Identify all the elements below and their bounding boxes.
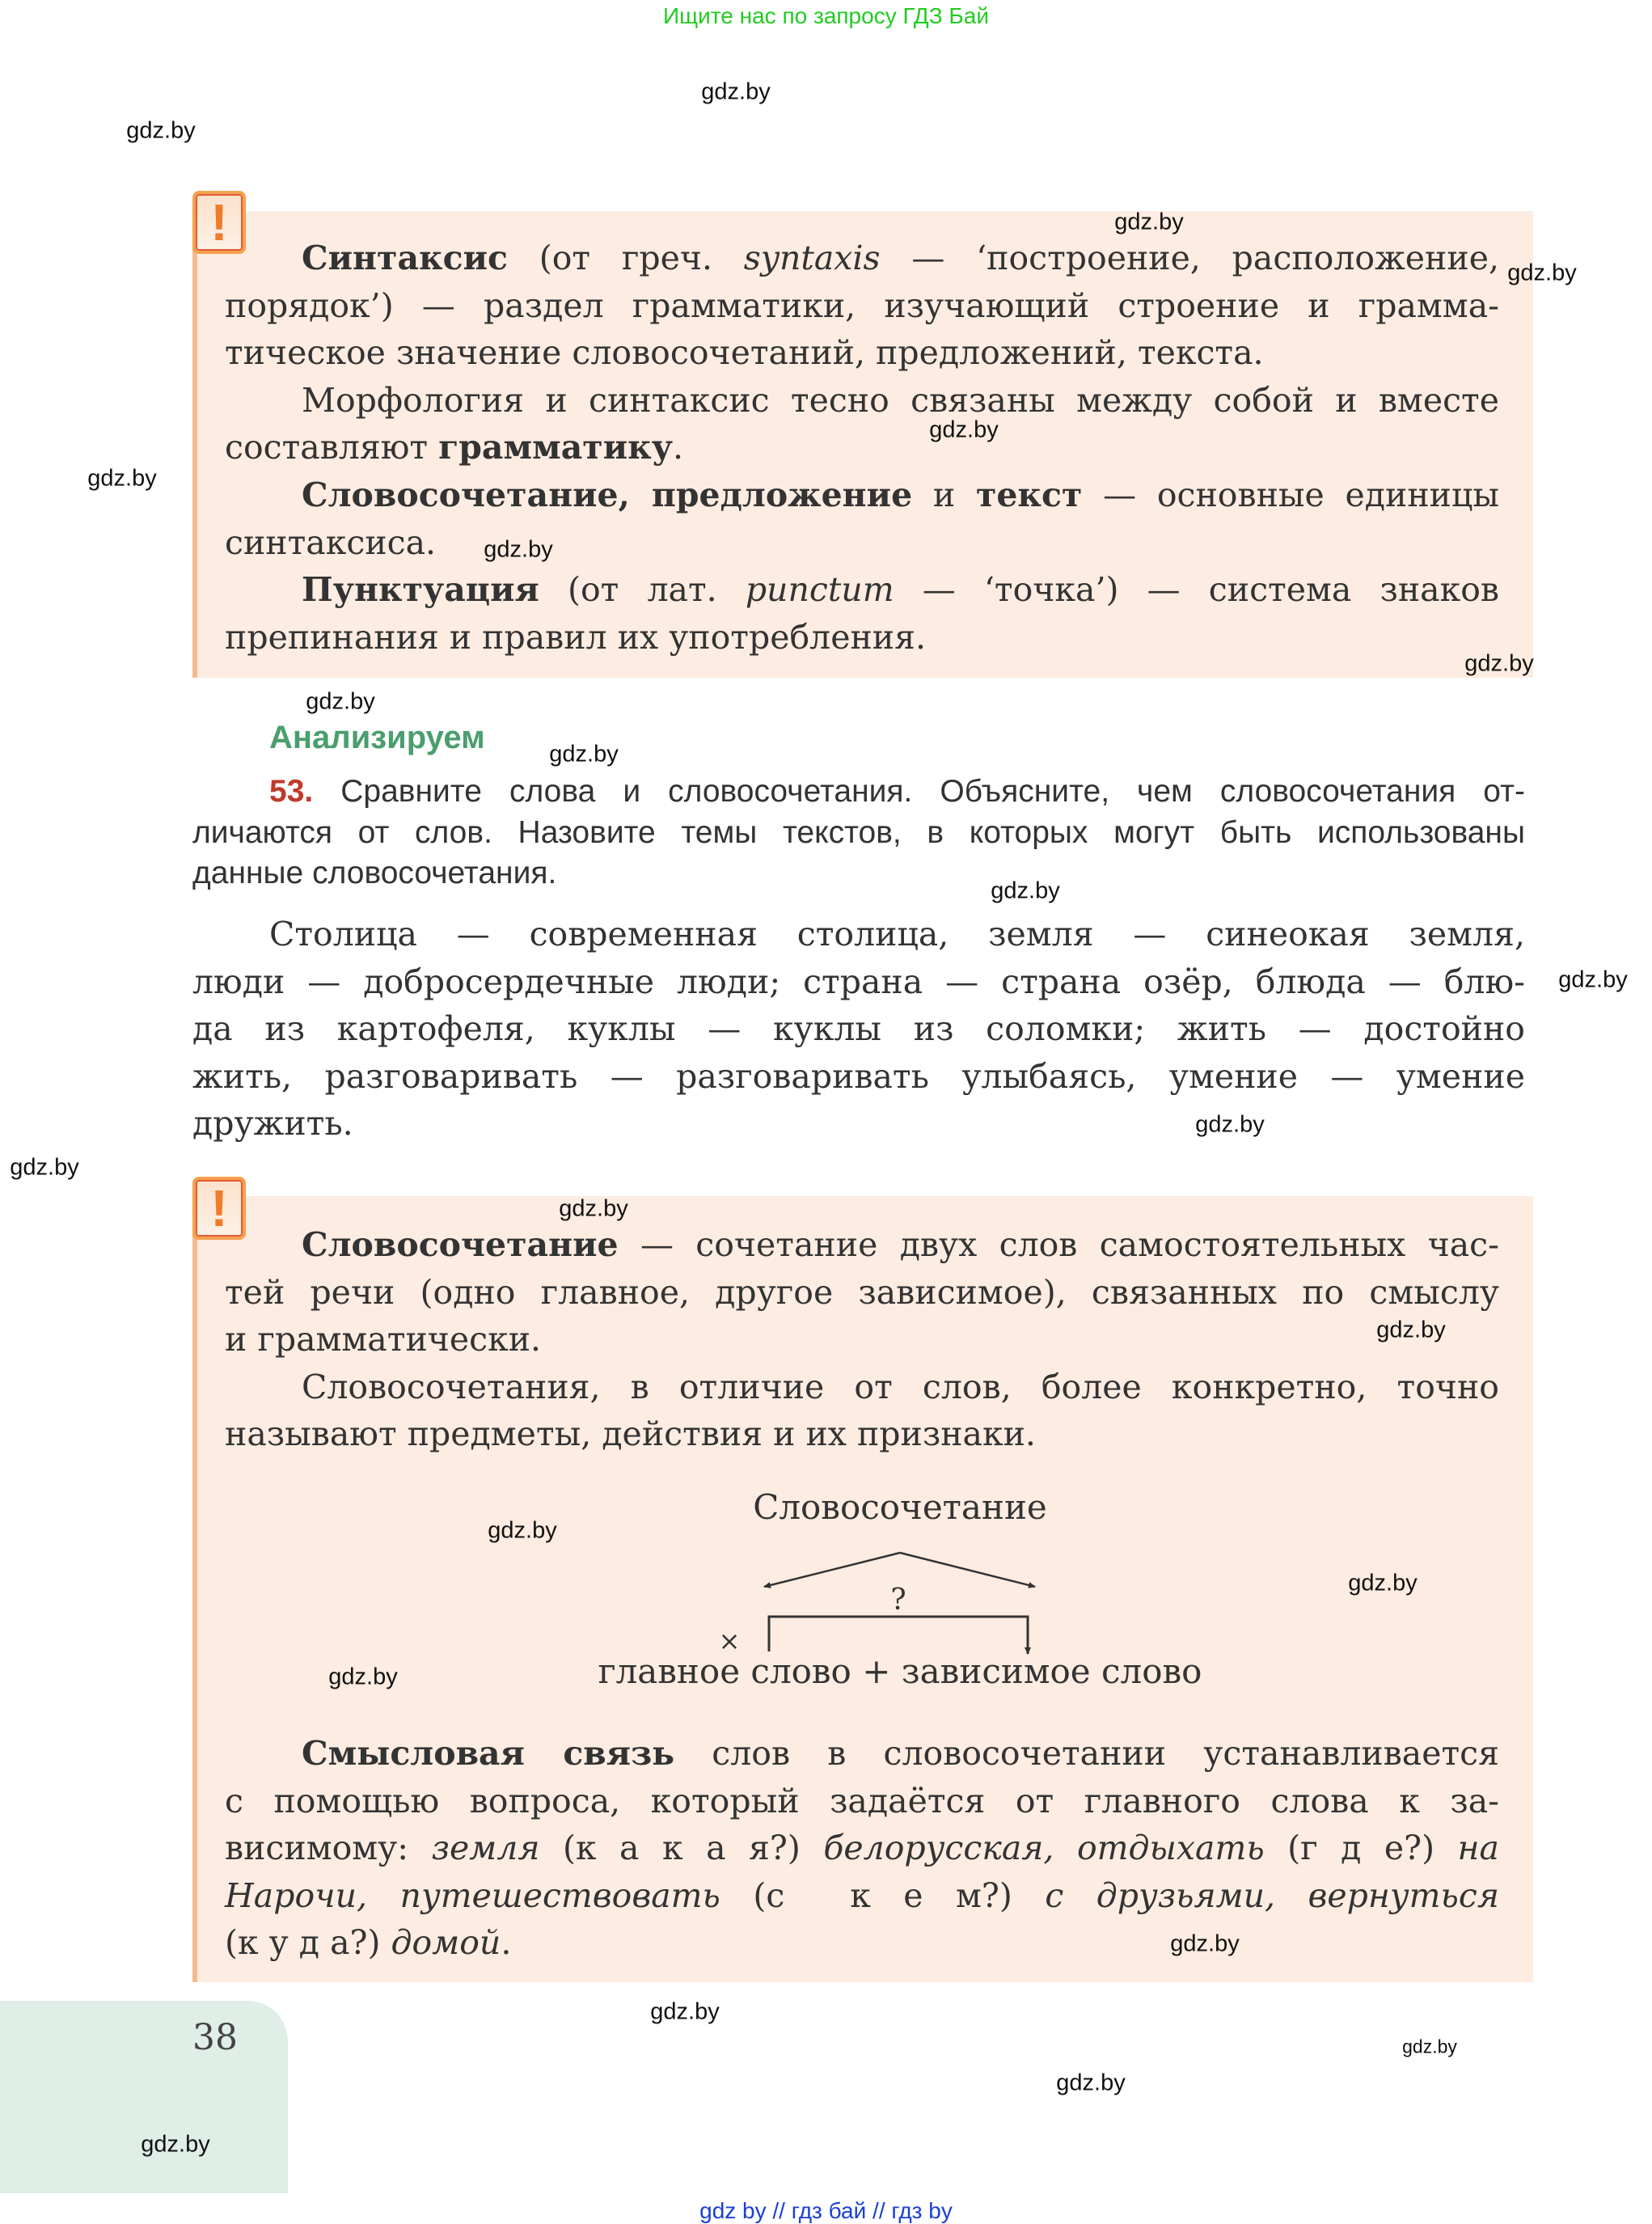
text-run: и грамматически. <box>225 1320 542 1359</box>
text-run: — основные единицы <box>1082 475 1499 514</box>
page-number: 38 <box>192 2017 238 2058</box>
arrow-right <box>900 1553 1035 1587</box>
watermark: gdz.by <box>1170 1930 1240 1957</box>
bold-term: Синтаксис <box>302 239 508 277</box>
text-line <box>225 1316 1499 1364</box>
section-heading: Анализируем <box>269 720 485 755</box>
text-line <box>225 1364 1499 1411</box>
text-run: (к а к а я?) <box>539 1829 824 1868</box>
text-run: (от греч. <box>507 239 744 277</box>
watermark: gdz.by <box>1464 650 1534 677</box>
watermark: gdz.by <box>1376 1317 1446 1343</box>
text-run: слов в словосочетании устанавливается <box>674 1734 1499 1773</box>
watermark: gdz.by <box>1348 1570 1418 1596</box>
text-line <box>225 282 1499 330</box>
text-line <box>192 772 1525 813</box>
phrase-structure-diagram <box>485 1472 1253 1706</box>
watermark: gdz.by <box>991 877 1060 904</box>
text-run: и <box>912 475 976 514</box>
watermark: gdz.by <box>1114 209 1184 235</box>
watermark: gdz.by <box>10 1154 79 1181</box>
text-run: препинания и правил их употребления. <box>225 617 927 657</box>
bold-term: грамматику <box>438 428 673 467</box>
text-line <box>225 1872 1499 1920</box>
text-run: с помощью вопроса, который задаётся от главного слова к за- <box>225 1781 1499 1820</box>
text-run: — ‘точка’) — система знаков <box>894 570 1499 610</box>
text-run: тей речи (одно главное, другое зависимое), связанных по смыслу <box>225 1272 1499 1312</box>
italic-term: на <box>1457 1829 1499 1868</box>
watermark: gdz.by <box>87 465 157 492</box>
rule-text-semantic-link <box>225 1730 1499 1967</box>
exclamation-mark: ! <box>210 1179 228 1237</box>
text-line <box>225 471 1499 519</box>
search-hint-banner: Ищите нас по запросу ГДЗ Бай <box>662 3 990 28</box>
text-line <box>225 1410 1499 1458</box>
watermark: gdz.by <box>141 2131 210 2158</box>
text-run: называют предметы, действия и их признаки. <box>225 1414 1036 1454</box>
rule-text-syntax <box>225 235 1499 661</box>
text-line <box>192 813 1525 854</box>
text-line <box>192 958 1525 1006</box>
italic-term: земля <box>431 1829 540 1868</box>
text-line <box>192 1053 1525 1101</box>
text-run: данные словосочетания. <box>192 856 557 890</box>
text-run: составляют <box>225 428 439 467</box>
text-line <box>225 329 1499 377</box>
text-line <box>192 853 1525 894</box>
watermark: gdz.by <box>1056 2070 1126 2096</box>
watermark: gdz.by <box>549 741 619 767</box>
rule-text-phrase <box>225 1221 1499 1458</box>
text-line <box>225 1778 1499 1825</box>
exercise-53-text <box>192 772 1525 894</box>
text-run: Сравните слова и словосочетания. Объясните, чем словосочетания от- <box>313 774 1525 809</box>
text-run: жить, разговаривать — разговаривать улыбаясь, умение — умение <box>192 1056 1525 1096</box>
text-line <box>192 911 1525 958</box>
text-line <box>192 1100 1525 1148</box>
exercise-examples <box>192 911 1525 1148</box>
text-line <box>225 377 1499 425</box>
text-line <box>225 1269 1499 1317</box>
watermark: gdz.by <box>126 117 196 144</box>
page-number-panel <box>0 2001 288 2193</box>
bold-term: Словосочетание <box>302 1225 619 1264</box>
text-run: личаются от слов. Назовите темы текстов, в которых могут быть использованы <box>192 814 1525 850</box>
text-run: дружить. <box>192 1104 353 1144</box>
text-run: люди — добросердечные люди; страна — страна озёр, блюда — блю- <box>192 962 1525 1001</box>
watermark: gdz.by <box>701 78 771 105</box>
text-run: (с к е м?) <box>720 1875 1046 1915</box>
italic-term: домой <box>391 1923 501 1963</box>
text-line <box>225 424 1499 471</box>
text-run: Морфология и синтаксис тесно связаны между собой и вместе <box>302 380 1499 420</box>
text-run: Словосочетания, в отличие от слов, более конкретно, точно <box>302 1367 1499 1406</box>
italic-term: с друзьями, вернуться <box>1045 1875 1499 1915</box>
question-bracket <box>769 1617 1028 1654</box>
italic-term: syntaxis <box>743 239 881 277</box>
watermark: gdz.by <box>306 688 375 715</box>
bold-term: Смысловая связь <box>302 1734 675 1773</box>
text-line <box>225 1221 1499 1269</box>
text-line <box>225 235 1499 282</box>
diagram-title: Словосочетание <box>753 1487 1047 1527</box>
text-run: висимому: <box>225 1829 432 1868</box>
footer-links[interactable]: gdz by // гдз бай // гдз by <box>699 2198 953 2223</box>
text-run: синтаксиса. <box>225 522 437 562</box>
text-run: Столица — современная столица, земля — синеокая земля, <box>269 915 1525 953</box>
text-run: (г д е?) <box>1264 1829 1458 1868</box>
text-line <box>225 614 1499 662</box>
exercise-number: 53. <box>269 774 314 809</box>
main-word-marker: × <box>718 1626 741 1656</box>
bold-term: Словосочетание, предложение <box>302 475 913 514</box>
italic-term: punctum <box>745 570 894 610</box>
watermark: gdz.by <box>488 1517 557 1544</box>
italic-term: Нарочи, путешествовать <box>225 1875 720 1915</box>
watermark: gdz.by <box>929 416 999 443</box>
arrow-left <box>764 1553 900 1587</box>
watermark: gdz.by <box>1195 1111 1265 1138</box>
question-mark: ? <box>890 1583 906 1617</box>
text-run: — ‘построение, расположение, <box>880 239 1499 277</box>
text-line <box>225 566 1499 614</box>
text-run: — сочетание двух слов самостоятельных час- <box>618 1225 1499 1264</box>
text-line <box>192 1005 1525 1053</box>
text-run: . <box>672 428 684 467</box>
text-run: порядок’) — раздел грамматики, изучающий строение и грамма- <box>225 285 1499 325</box>
watermark: gdz.by <box>484 536 553 563</box>
watermark: gdz.by <box>1507 260 1577 286</box>
text-line <box>225 1919 1499 1967</box>
watermark: gdz.by <box>559 1195 628 1222</box>
watermark: gdz.by <box>328 1664 398 1690</box>
text-run: тическое значение словосочетаний, предложений, текста. <box>225 333 1264 373</box>
watermark: gdz.by <box>1402 2036 1457 2057</box>
watermark: gdz.by <box>1558 966 1628 993</box>
text-line <box>225 1824 1499 1872</box>
italic-term: белорусская, отдыхать <box>823 1829 1265 1868</box>
bold-term: текст <box>975 475 1083 514</box>
text-line <box>225 1730 1499 1778</box>
text-line <box>225 519 1499 567</box>
text-run: . <box>501 1923 512 1963</box>
diagram-formula: главное слово + зависимое слово <box>598 1651 1202 1691</box>
text-run: да из картофеля, куклы — куклы из соломки; жить — достойно <box>192 1009 1525 1049</box>
text-run: (к у д а?) <box>225 1923 391 1963</box>
watermark: gdz.by <box>650 1998 720 2025</box>
exclamation-mark: ! <box>210 193 228 252</box>
text-run: (от лат. <box>539 570 746 610</box>
bold-term: Пунктуация <box>302 570 539 610</box>
